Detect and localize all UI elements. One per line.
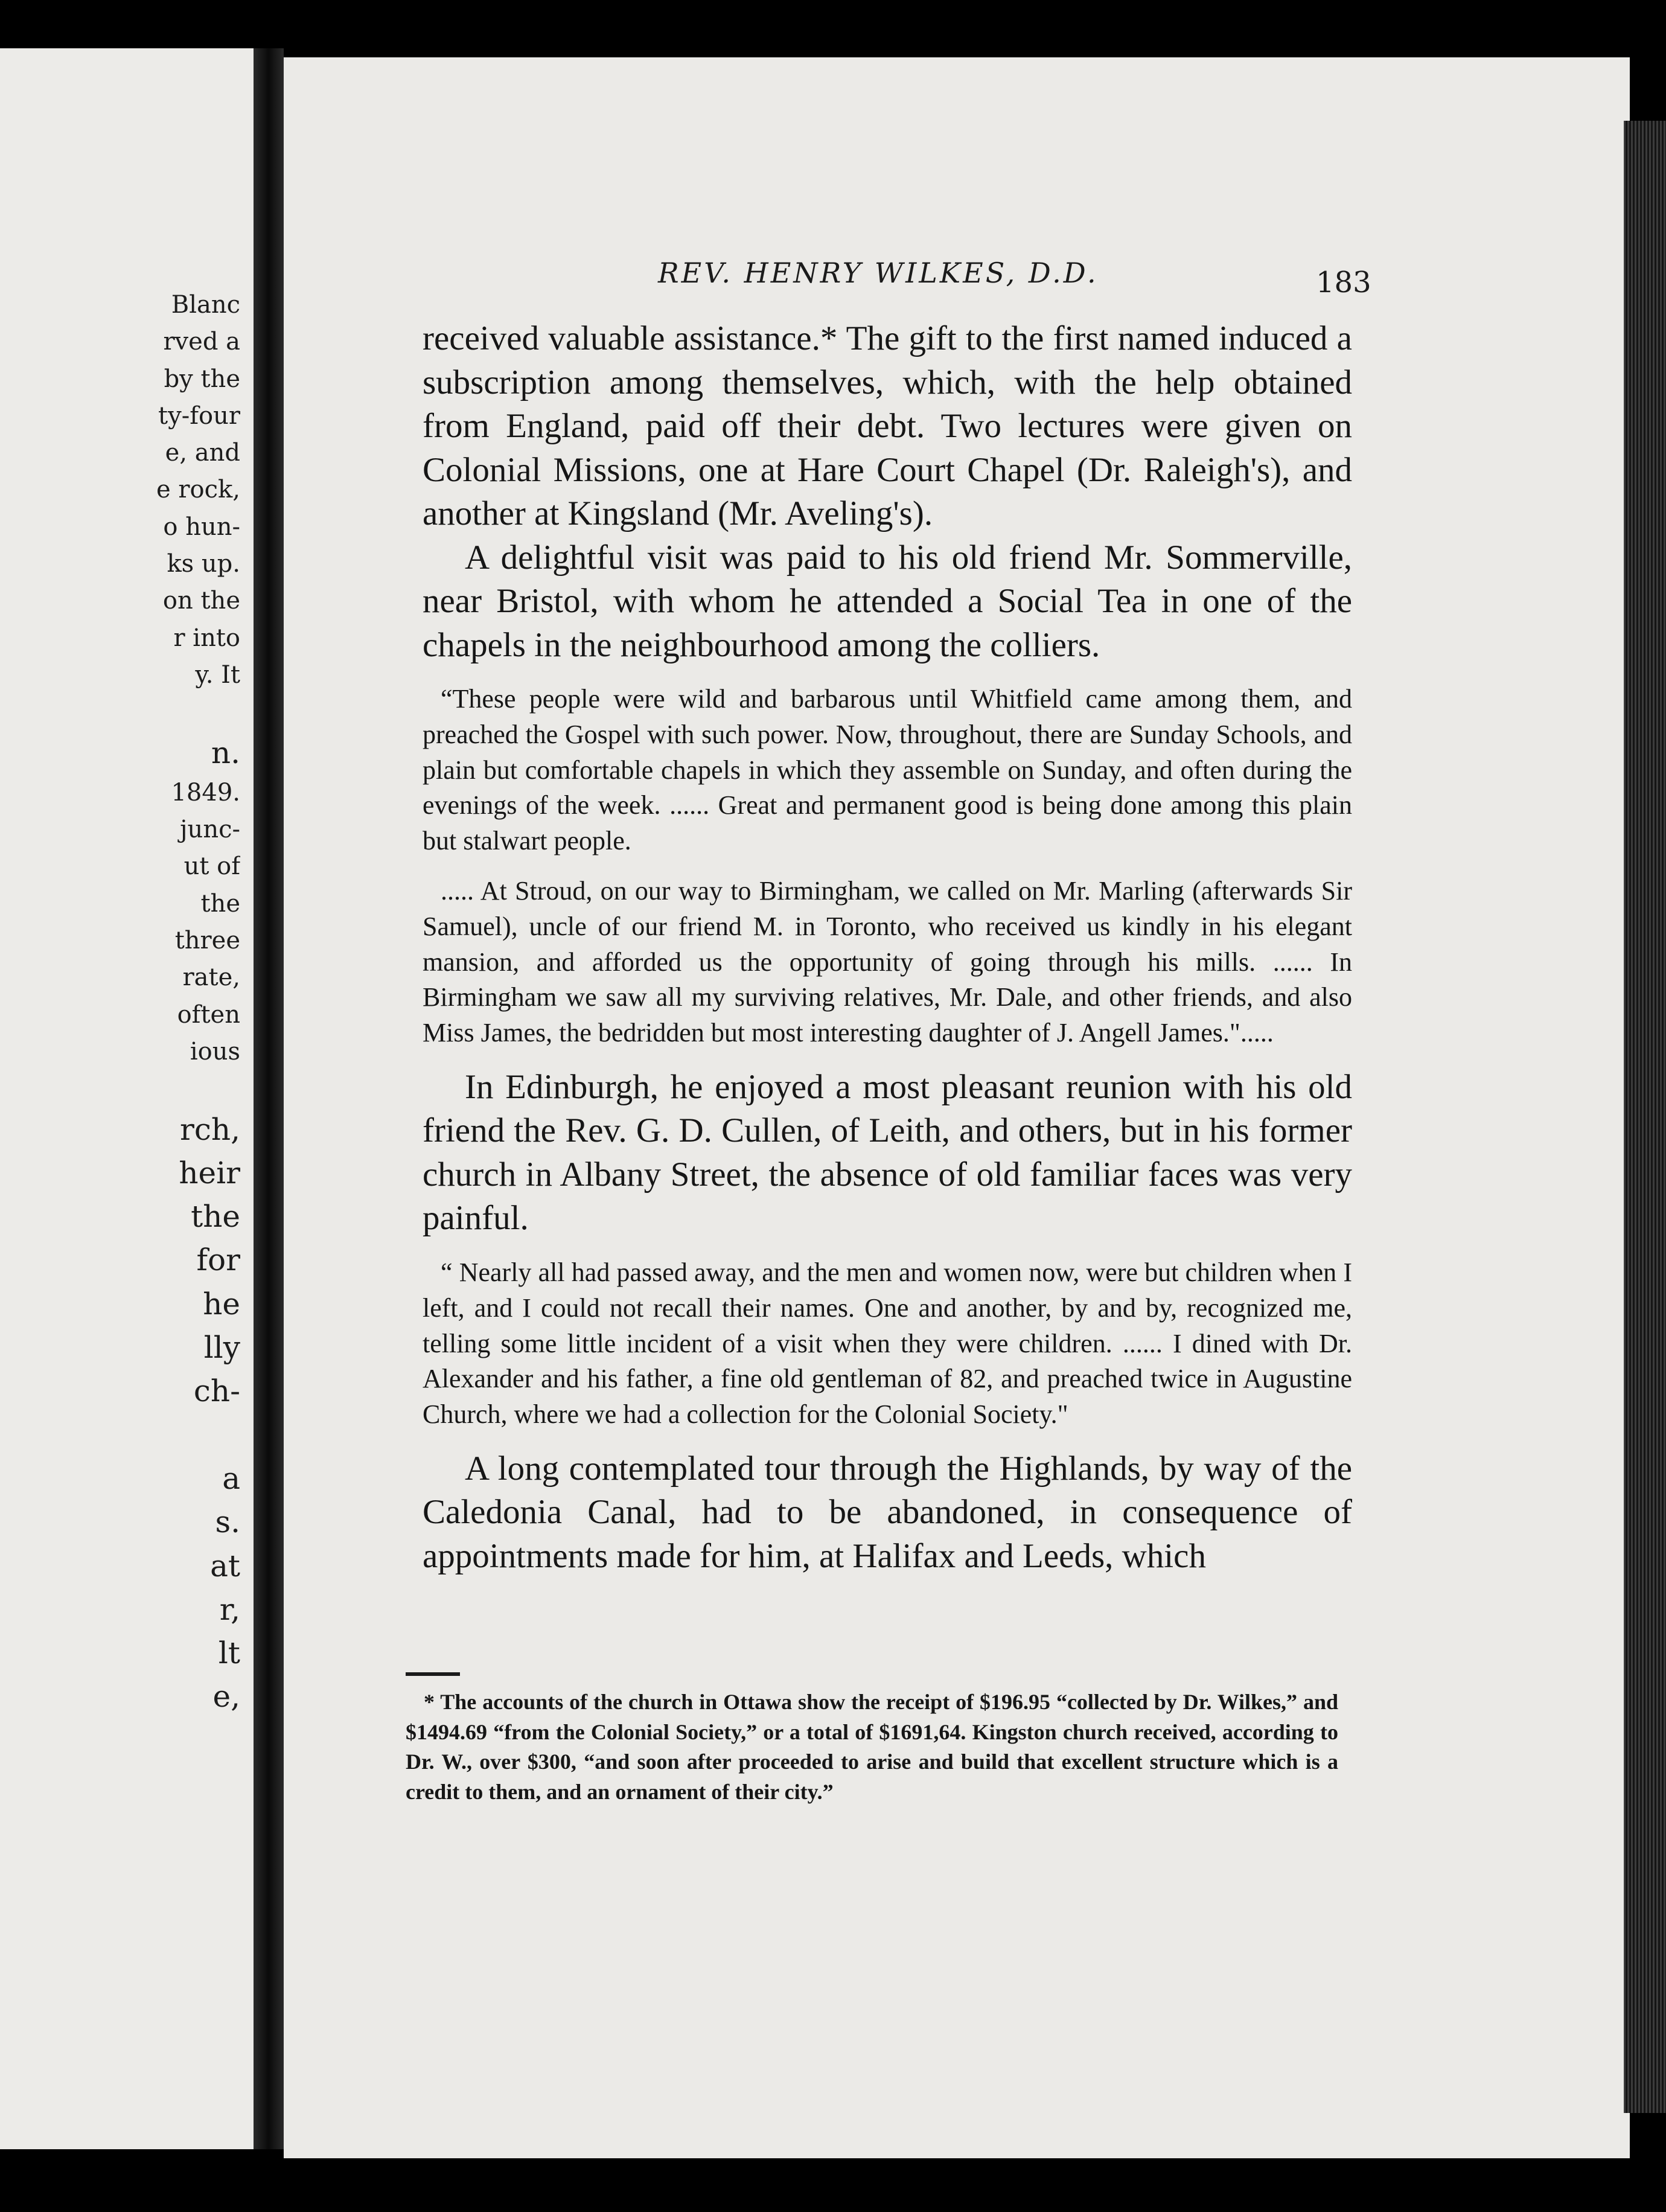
left-page-line-fragment: at — [210, 1548, 240, 1584]
left-page-line-fragment: n. — [211, 735, 240, 770]
left-page-line-fragment: often — [177, 1000, 240, 1029]
body-paragraph: A delightful visit was paid to his old friend Mr. Sommerville, near Bristol, with whom he attended a Social Tea in one of the chapels in the neighbourhood among the colliers. — [423, 538, 1352, 664]
left-page-line-fragment: a — [222, 1460, 240, 1496]
block-quote: “ Nearly all had passed away, and the men and women now, were but children when I left, and I could not recall their names. One and another, by and by, recognized me, telling some little incident of a visit when they were children. ...... I dined with Dr. Alexander and his father, a fine old gentleman of 82, and preached twice in Augustine Church, where we had a collection for the Colonial Society." — [423, 1257, 1352, 1430]
left-page-line-fragment — [11, 1070, 240, 1107]
page-number: 183 — [1316, 266, 1371, 299]
left-page-line-fragment: y. It — [195, 660, 240, 689]
left-page-line-fragment: three — [174, 927, 240, 955]
footnote: * The accounts of the church in Ottawa show the receipt of $196.95 “collected by Dr. Wilkes,” and $1494.69 “from the Colonial Society,” or a total of $1691,64. Kingston church received, according to Dr. W., over $300, “and soon after proceeded to arise and build that excellent structure which is a credit to them, and an ornament of their city.” — [406, 1690, 1338, 1804]
left-page-line-fragment: ut of — [184, 852, 240, 881]
footnote-rule — [406, 1672, 460, 1676]
page-edges — [1624, 121, 1666, 2113]
left-page-text-fragments — [11, 287, 240, 1719]
left-page-line-fragment: Blanc — [171, 291, 240, 319]
left-page-line-fragment: rved a — [163, 328, 240, 356]
left-page-line-fragment: heir — [179, 1155, 240, 1191]
left-page-line-fragment: e, — [212, 1679, 240, 1715]
body-paragraph: A long contemplated tour through the Highlands, by way of the Caledonia Canal, had to be abandoned, in consequence of appointments made for him, at Halifax and Leeds, which — [423, 1449, 1352, 1575]
left-page-line-fragment: 1849. — [171, 778, 240, 807]
left-page-line-fragment: for — [196, 1242, 240, 1278]
left-page-line-fragment: rate, — [182, 964, 240, 992]
left-page-line-fragment: rch, — [180, 1111, 240, 1147]
block-quote: “These people were wild and barbarous until Whitfield came among them, and preached the Gospel with such power. Now, throughout, there are Sunday Schools, and plain but comfortable chapels in which they assemble on Sunday, and often during the evenings of the week. ...... Great and permanent good is being done among this plain but stalwart people. — [423, 684, 1352, 856]
left-page-line-fragment: ks up. — [167, 550, 240, 578]
left-page-line-fragment: ty-four — [158, 401, 240, 430]
body-paragraph: received valuable assistance.* The gift to the first named induced a subscription among themselves, which, with the help obtained from England, paid off their debt. Two lectures were given on Colonial Missions, one at Hare Court Chapel (Dr. Raleigh's), and another at Kingsland (Mr. Aveling's). — [423, 319, 1352, 532]
left-page-line-fragment: by the — [164, 365, 240, 393]
left-page-line-fragment: junc- — [180, 816, 240, 844]
left-page-line-fragment: r, — [219, 1591, 240, 1627]
body-text — [423, 317, 1352, 1578]
left-page-line-fragment: he — [203, 1286, 240, 1322]
running-head: REV. HENRY WILKES, D.D. — [658, 257, 1099, 289]
left-page-line-fragment: on the — [162, 587, 240, 615]
left-page-line-fragment — [11, 694, 240, 730]
left-page-line-fragment: the — [191, 1199, 240, 1235]
left-page-line-fragment — [11, 1413, 240, 1457]
left-page-line-fragment: e rock, — [156, 476, 240, 504]
left-page-line-fragment: lt — [218, 1635, 240, 1671]
body-paragraph: In Edinburgh, he enjoyed a most pleasant reunion with his old friend the Rev. G. D. Cullen, of Leith, and others, but in his former church in Albany Street, the absence of old familiar faces was very painful. — [423, 1067, 1352, 1238]
left-page-line-fragment: the — [200, 889, 240, 918]
left-page-line-fragment: ious — [190, 1037, 240, 1066]
book-gutter — [254, 48, 284, 2149]
left-page-line-fragment: o hun- — [163, 513, 240, 541]
left-page-line-fragment: r into — [173, 624, 240, 652]
left-page-line-fragment: s. — [215, 1504, 240, 1540]
left-page-line-fragment: lly — [203, 1330, 240, 1366]
left-facing-page — [0, 48, 254, 2149]
left-page-line-fragment: ch- — [193, 1373, 240, 1409]
block-quote: ..... At Stroud, on our way to Birmingham, we called on Mr. Marling (afterwards Sir Samuel), uncle of our friend M. in Toronto, who received us kindly in his elegant mansion, and afforded us the opportunity of going through his mills. ...... In Birmingham we saw all my surviving relatives, Mr. Dale, and other friends, and also Miss James, the bedridden but most interesting daughter of J. Angell James."..... — [423, 875, 1352, 1048]
left-page-line-fragment: e, and — [165, 439, 240, 467]
